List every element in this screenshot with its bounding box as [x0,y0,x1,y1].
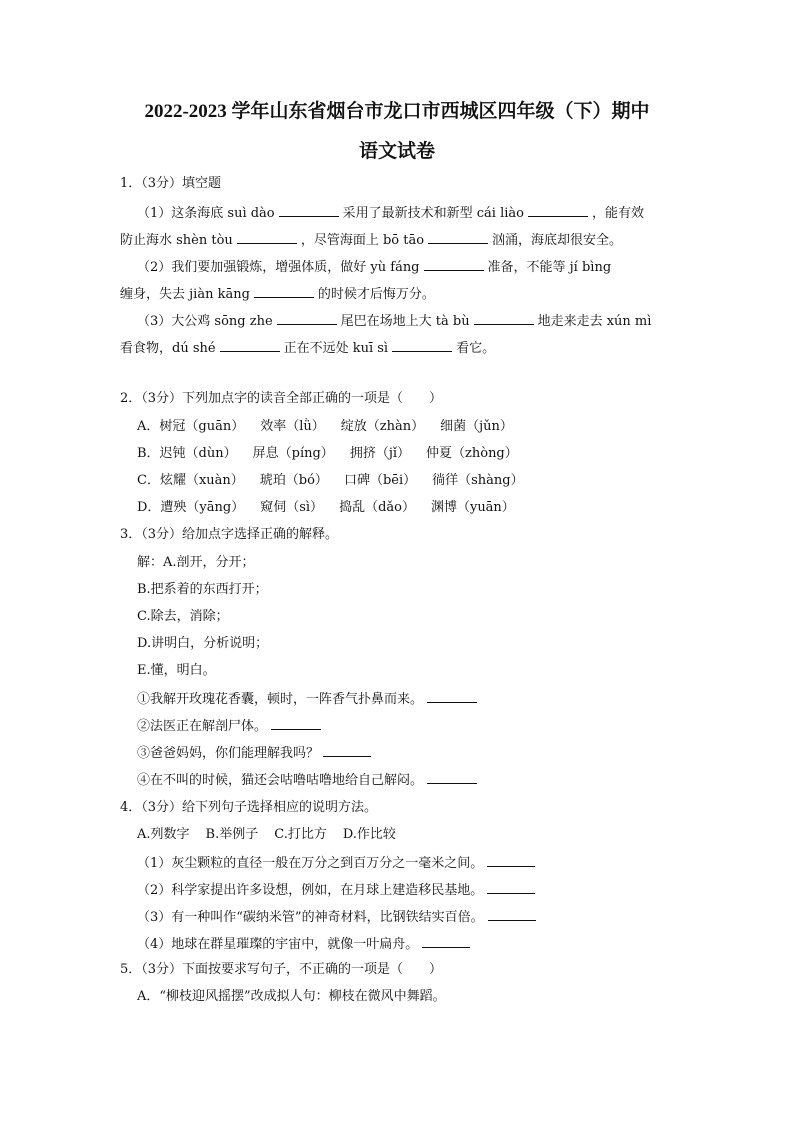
q3-item-text: ②法医正在解剖尸体。 [137,719,268,734]
q1-text: 准备，不能等 jí bìng [487,260,612,275]
q2-choice: 拥挤（jǐ） [349,446,411,461]
q2-option-d [137,499,697,517]
answer-blank[interactable] [488,907,536,921]
q1-line-4 [120,284,680,304]
answer-blank[interactable] [427,689,477,703]
answer-blank[interactable] [474,311,534,325]
q1-line-6 [120,338,680,358]
q2-choice: 口碑（bēi） [343,473,417,488]
q1-text: 看它。 [456,341,496,356]
q3-item [137,770,697,790]
q1-text: 的时候才后悔万分。 [317,287,435,302]
q1-text: 地走来走去 xún mì [537,314,652,329]
answer-blank[interactable] [528,203,588,217]
q4-item-text: （2）科学家提出许多设想，例如，在月球上建造移民基地。 [137,883,484,898]
answer-blank[interactable] [392,338,452,352]
q3-definition: B.把系着的东西打开； [137,582,268,597]
q1-text: （1）这条海底 suì dào [137,206,275,221]
q2-choice: 效率（lǜ） [260,419,325,434]
q2-choice: 屏息（píng） [252,446,334,461]
q1-line-2 [120,230,680,250]
q1-line-3 [137,257,697,277]
q1-text: 采用了最新技术和新型 cái liào [342,206,524,221]
answer-blank[interactable] [427,770,477,784]
q2-choice: C．炫耀（xuàn） [137,473,244,488]
q3-item-text: ①我解开玫瑰花香囊，顿时，一阵香气扑鼻而来。 [137,692,424,707]
q4-option: C.打比方 [274,827,327,842]
q2-choice: 绽放（zhàn） [340,419,425,434]
q4-item [137,934,697,954]
q2-choice: B．迟钝（dùn） [137,446,237,461]
q2-choice: 窥伺（sì） [260,500,324,515]
answer-blank[interactable] [424,257,484,271]
q2-choice: 渊博（yuān） [430,500,515,515]
answer-blank[interactable] [487,853,535,867]
q1-text: 缠身，失去 jiàn kāng [120,287,250,302]
q2-option-b [137,445,697,463]
q3-definition: D.讲明白，分析说明； [137,636,269,651]
exam-title-line2: 语文试卷 [358,141,435,162]
q2-choice: 琥珀（bó） [259,473,328,488]
q4-item-text: （4）地球在群星璀璨的宇宙中，就像一叶扁舟。 [137,937,419,952]
q1-text: ，能有效 [592,206,645,221]
q4-item-text: （3）有一种叫作“碳纳米管”的神奇材料，比钢铁结实百倍。 [137,910,484,925]
q1-text: 尾巴在场地上大 tà bù [340,314,470,329]
q4-option: B.举例子 [205,827,259,842]
answer-blank[interactable] [323,743,371,757]
q1-text: （3）大公鸡 sōng zhe [137,314,273,329]
q2-choice: 仲夏（zhòng） [426,446,518,461]
q4-option: D.作比较 [342,827,396,842]
q3-item [137,743,697,763]
q2-choice: A．树冠（guān） [137,419,245,434]
answer-blank[interactable] [254,284,314,298]
q5-heading: 5．（3分）下面按要求写句子，不正确的一项是（ ） [120,962,443,977]
q3-heading: 3．（3分）给加点字选择正确的解释。 [120,527,339,542]
q2-option-a [137,418,697,436]
answer-blank[interactable] [487,880,535,894]
q1-text: 看食物，dú shé [120,341,216,356]
q3-item [137,689,697,709]
answer-blank[interactable] [237,230,297,244]
q4-item [137,907,697,927]
answer-blank[interactable] [279,203,339,217]
q4-item [137,880,697,900]
q1-line-5 [137,311,697,331]
q1-text: 正在不远处 kuī sì [283,341,389,356]
q4-options [137,826,697,844]
answer-blank[interactable] [428,230,488,244]
q1-text: （2）我们要加强锻炼，增强体质，做好 yù fáng [137,260,420,275]
q1-text: ，尽管海面上 bō tāo [300,233,425,248]
q2-heading: 2．（3分）下列加点字的读音全部正确的一项是（ ） [120,391,443,406]
q4-heading: 4．（3分）给下列句子选择相应的说明方法。 [120,800,378,815]
q2-choice: 捣乱（dǎo） [339,500,415,515]
q1-text: 防止海水 shèn tòu [120,233,233,248]
answer-blank[interactable] [271,716,321,730]
q5-option-a: A．“柳枝迎风摇摆”改成拟人句：柳枝在微风中舞蹈。 [137,989,446,1004]
answer-blank[interactable] [277,311,337,325]
q2-choice: D．遭殃（yāng） [137,500,245,515]
answer-blank[interactable] [422,934,470,948]
q1-text: 汹涌，海底却很安全。 [492,233,623,248]
q3-item-text: ③爸爸妈妈，你们能理解我吗？ [137,746,320,761]
q2-choice: 细菌（jǔn） [440,419,513,434]
exam-title-line1: 2022-2023 学年山东省烟台市龙口市西城区四年级（下）期中 [144,101,650,122]
q3-definition: E.懂，明白。 [137,663,216,678]
q4-item [137,853,697,873]
q1-heading: 1．（3分）填空题 [120,176,222,191]
q4-item-text: （1）灰尘颗粒的直径一般在万分之到百万分之一毫米之间。 [137,856,484,871]
q4-option: A.列数字 [137,827,190,842]
q3-item-text: ④在不叫的时候，猫还会咕噜咕噜地给自己解闷。 [137,773,424,788]
q3-definition: 解：A.剖开，分开； [137,555,255,570]
q3-item [137,716,697,736]
answer-blank[interactable] [220,338,280,352]
q2-option-c [137,472,697,490]
q1-line-1 [137,203,697,223]
q2-choice: 徜徉（shàng） [432,473,524,488]
q3-definition: C.除去，消除； [137,609,229,624]
